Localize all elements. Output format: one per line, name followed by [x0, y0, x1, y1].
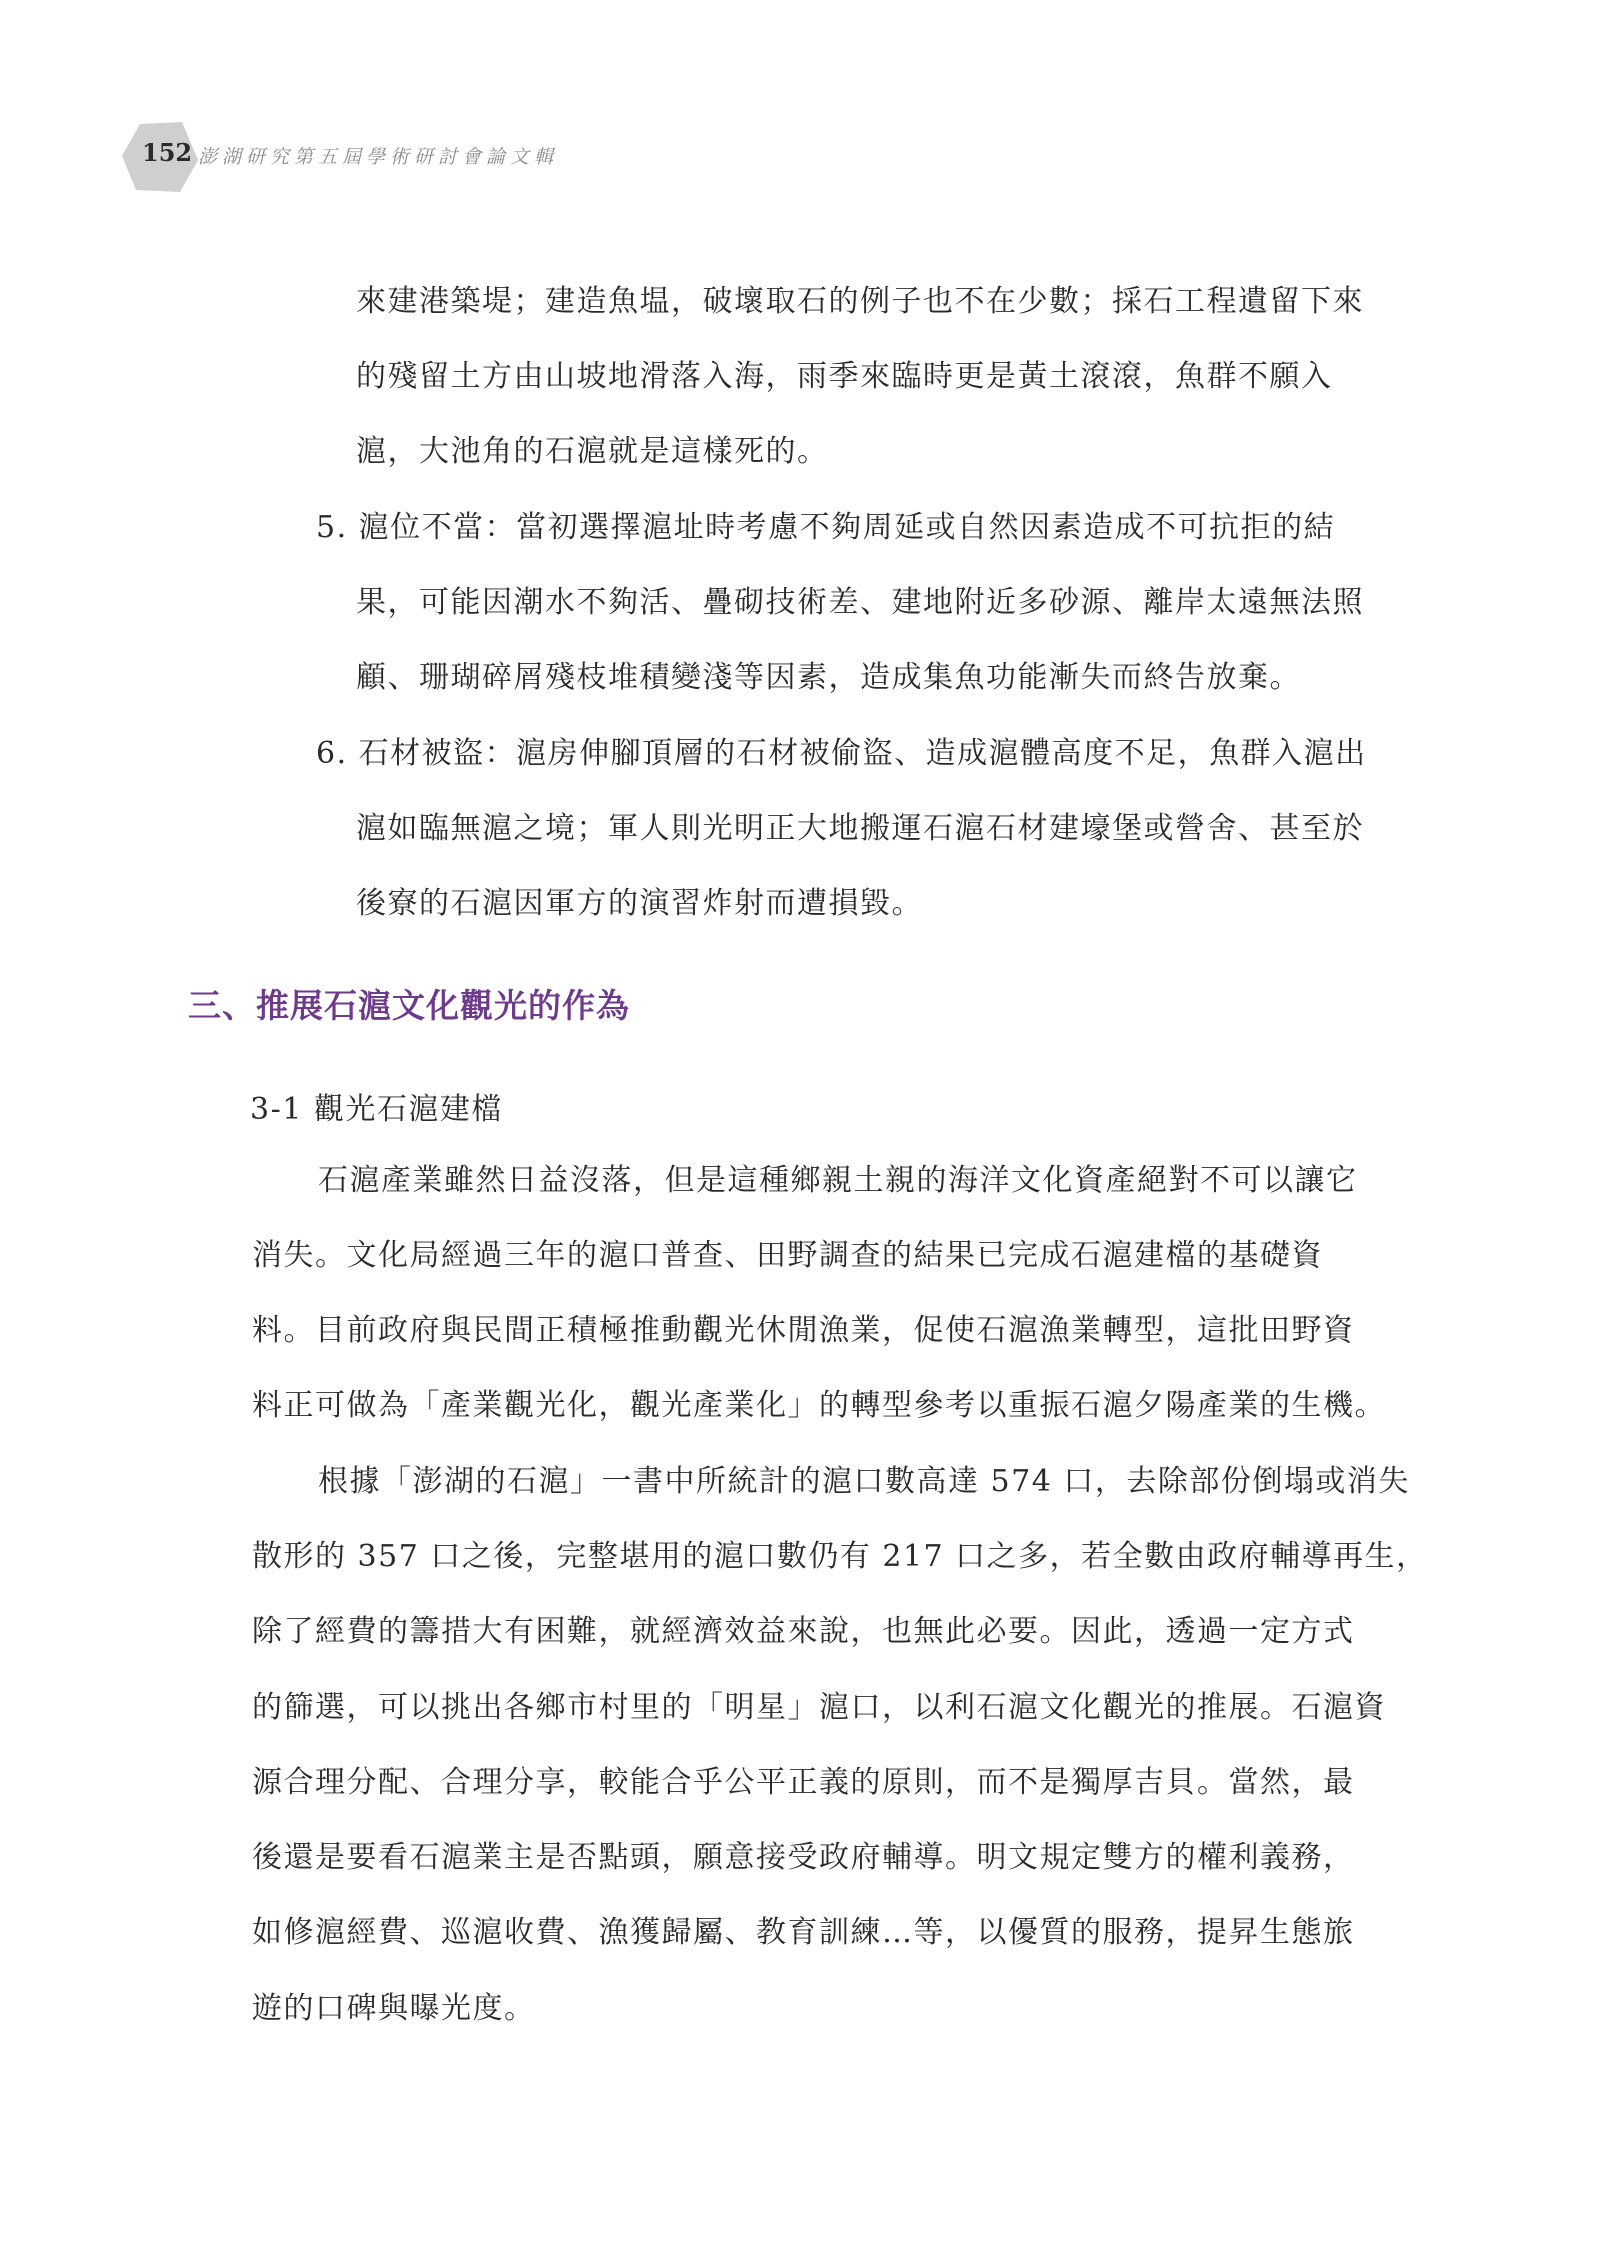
- paragraph-line: 料正可做為「產業觀光化，觀光產業化」的轉型參考以重振石滬夕陽產業的生機。: [252, 1388, 1386, 1423]
- page-header: [120, 120, 820, 200]
- continued-line: 來建港築堤；建造魚塭，破壞取石的例子也不在少數；採石工程遺留下來: [356, 284, 1364, 319]
- running-title: 澎湖研究第五屆學術研討會論文輯: [198, 146, 559, 168]
- continued-line: 滬，大池角的石滬就是這樣死的。: [356, 434, 829, 469]
- paragraph-line: 如修滬經費、巡滬收費、漁獲歸屬、教育訓練…等，以優質的服務，提昇生態旅: [252, 1915, 1355, 1950]
- list-item-6: 6. 石材被盜：滬房伸腳頂層的石材被偷盜、造成滬體高度不足，魚群入滬出: [316, 736, 1367, 771]
- paragraph-line: 消失。文化局經過三年的滬口普查、田野調查的結果已完成石滬建檔的基礎資: [252, 1238, 1323, 1273]
- paragraph-line: 源合理分配、合理分享，較能合乎公平正義的原則，而不是獨厚吉貝。當然，最: [252, 1765, 1355, 1800]
- list-item-5-line: 果，可能因潮水不夠活、疊砌技術差、建地附近多砂源、離岸太遠無法照: [356, 585, 1364, 620]
- paragraph-line: 石滬產業雖然日益沒落，但是這種鄉親土親的海洋文化資產絕對不可以讓它: [318, 1163, 1358, 1198]
- list-item-5: 5. 滬位不當：當初選擇滬址時考慮不夠周延或自然因素造成不可抗拒的結: [316, 510, 1336, 545]
- section-heading: 三、推展石滬文化觀光的作為: [188, 986, 630, 1025]
- paragraph-line: 遊的口碑與曝光度。: [252, 1991, 536, 2026]
- page-number-badge: [120, 120, 200, 194]
- paragraph-line: 後還是要看石滬業主是否點頭，願意接受政府輔導。明文規定雙方的權利義務，: [252, 1840, 1355, 1875]
- paragraph-line: 料。目前政府與民間正積極推動觀光休閒漁業，促使石滬漁業轉型，這批田野資: [252, 1313, 1355, 1348]
- paragraph-line: 除了經費的籌措大有困難，就經濟效益來說，也無此必要。因此，透過一定方式: [252, 1614, 1355, 1649]
- page-number: 152: [142, 138, 193, 167]
- continued-line: 的殘留土方由山坡地滑落入海，雨季來臨時更是黃土滾滾，魚群不願入: [356, 359, 1333, 394]
- subsection-heading: 3-1 觀光石滬建檔: [250, 1092, 503, 1127]
- list-item-6-line: 後寮的石滬因軍方的演習炸射而遭損毀。: [356, 886, 923, 921]
- paragraph-line: 根據「澎湖的石滬」一書中所統計的滬口數高達 574 口，去除部份倒塌或消失: [318, 1464, 1410, 1499]
- paragraph-line: 的篩選，可以挑出各鄉市村里的「明星」滬口，以利石滬文化觀光的推展。石滬資: [252, 1690, 1386, 1725]
- paragraph-line: 散形的 357 口之後，完整堪用的滬口數仍有 217 口之多，若全數由政府輔導再生，: [252, 1539, 1428, 1574]
- list-item-5-line: 顧、珊瑚碎屑殘枝堆積變淺等因素，造成集魚功能漸失而終告放棄。: [356, 660, 1301, 695]
- list-item-6-line: 滬如臨無滬之境；軍人則光明正大地搬運石滬石材建壕堡或營舍、甚至於: [356, 811, 1364, 846]
